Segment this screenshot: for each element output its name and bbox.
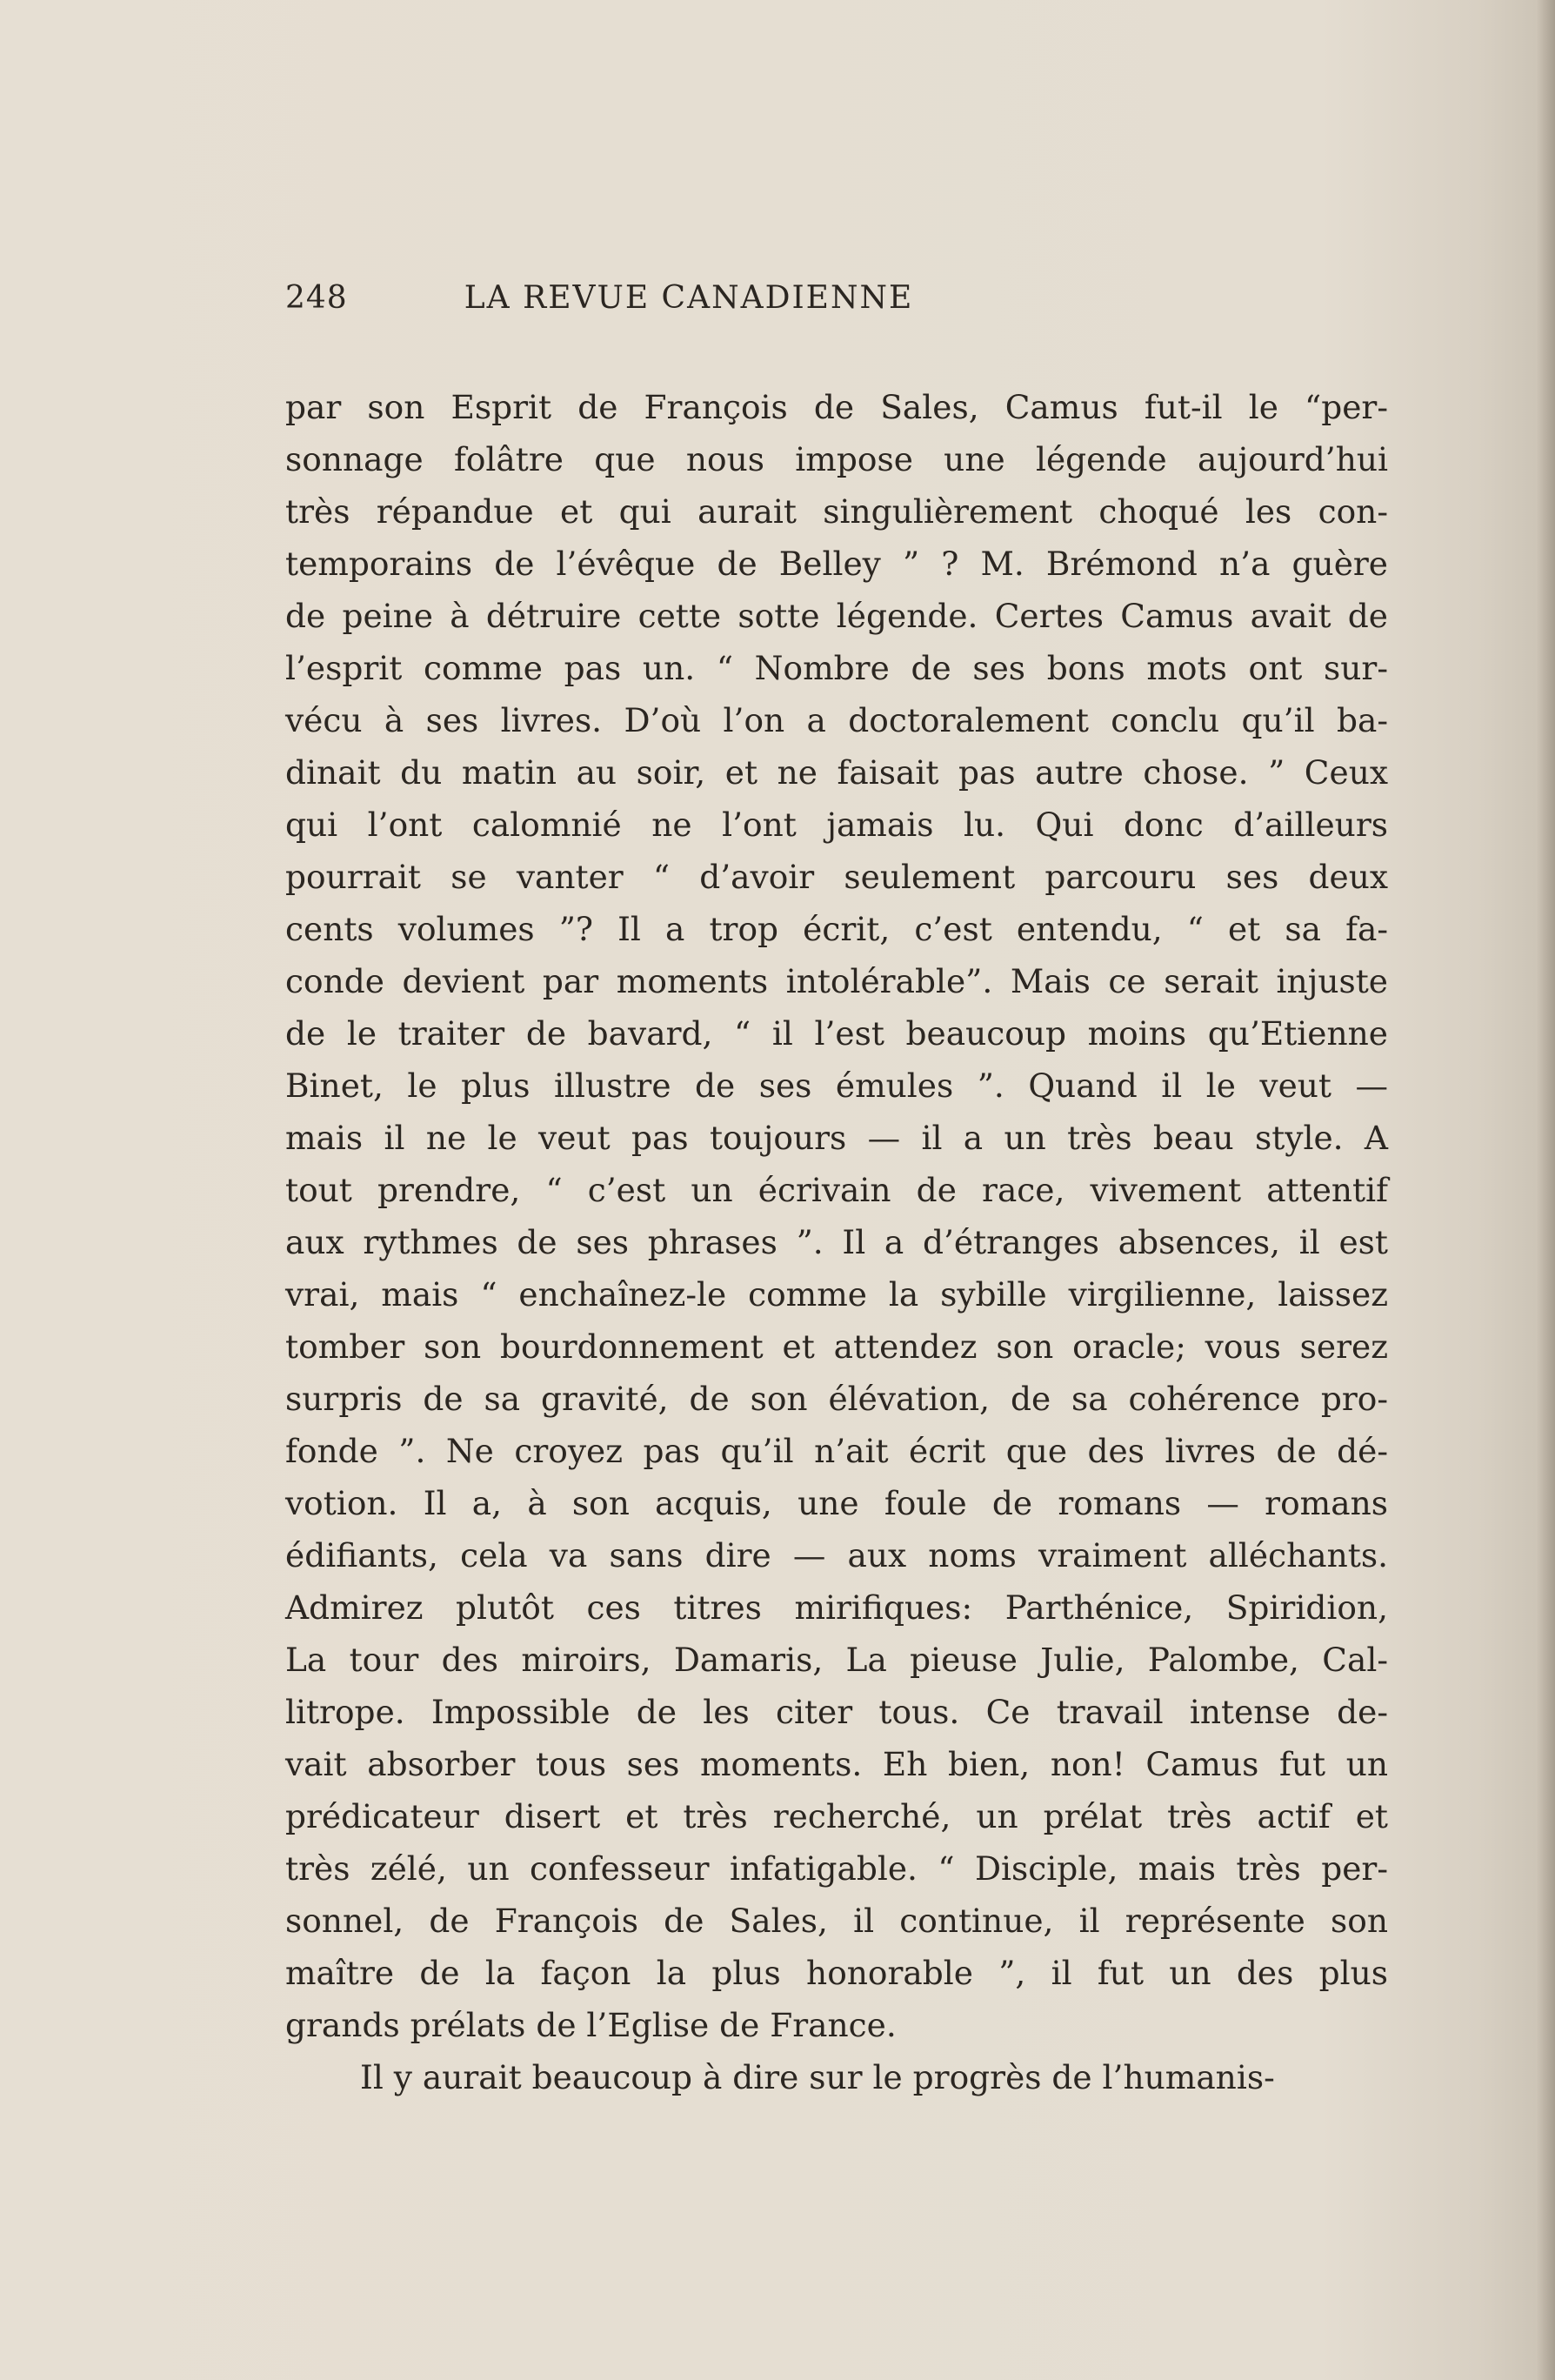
page-edge xyxy=(1536,0,1555,2380)
running-title: LA REVUE CANADIENNE xyxy=(464,280,914,316)
text-line: de peine à détruire cette sotte légende. Certes Camus avait de xyxy=(285,597,1388,635)
page-header xyxy=(285,280,1092,324)
text-line: très répandue et qui aurait singulièrement choqué les con- xyxy=(285,492,1388,531)
text-line: conde devient par moments intolérable”. Mais ce serait injuste xyxy=(285,962,1388,1000)
text-line: votion. Il a, à son acquis, une foule de romans — romans xyxy=(285,1484,1388,1522)
text-line: fonde ”. Ne croyez pas qu’il n’ait écrit que des livres de dé- xyxy=(285,1432,1388,1470)
text-line: pourrait se vanter “ d’avoir seulement parcouru ses deux xyxy=(285,858,1388,896)
text-line: prédicateur disert et très recherché, un prélat très actif et xyxy=(285,1797,1388,1835)
text-line: Binet, le plus illustre de ses émules ”. Quand il le veut — xyxy=(285,1066,1388,1105)
text-line: grands prélats de l’Eglise de France. xyxy=(285,2006,897,2044)
text-line: vécu à ses livres. D’où l’on a doctoralement conclu qu’il ba- xyxy=(285,701,1388,739)
text-line: très zélé, un confesseur infatigable. “ Disciple, mais très per- xyxy=(285,1849,1388,1888)
text-line: par son Esprit de François de Sales, Camus fut-il le “per- xyxy=(285,388,1388,426)
text-line: litrope. Impossible de les citer tous. Ce travail intense de- xyxy=(285,1693,1388,1731)
text-line: dinait du matin au soir, et ne faisait pas autre chose. ” Ceux xyxy=(285,753,1388,792)
text-line: La tour des miroirs, Damaris, La pieuse Julie, Palombe, Cal- xyxy=(285,1641,1388,1679)
text-line: Il y aurait beaucoup à dire sur le progrès de l’humanis- xyxy=(360,2058,1275,2096)
text-line: vrai, mais “ enchaînez-le comme la sybille virgilienne, laissez xyxy=(285,1275,1388,1314)
text-line: temporains de l’évêque de Belley ” ? M. Brémond n’a guère xyxy=(285,545,1388,583)
text-line: mais il ne le veut pas toujours — il a un très beau style. A xyxy=(285,1119,1388,1157)
text-line: édifiants, cela va sans dire — aux noms vraiment alléchants. xyxy=(285,1536,1388,1574)
text-line: de le traiter de bavard, “ il l’est beaucoup moins qu’Etienne xyxy=(285,1014,1388,1053)
text-line: Admirez plutôt ces titres mirifiques: Parthénice, Spiridion, xyxy=(285,1588,1388,1627)
text-line: qui l’ont calomnié ne l’ont jamais lu. Qui donc d’ailleurs xyxy=(285,806,1388,844)
text-line: sonnel, de François de Sales, il continue, il représente son xyxy=(285,1902,1388,1940)
text-line: tomber son bourdonnement et attendez son oracle; vous serez xyxy=(285,1327,1388,1366)
text-line: maître de la façon la plus honorable ”, il fut un des plus xyxy=(285,1954,1388,1992)
text-line: vait absorber tous ses moments. Eh bien, non! Camus fut un xyxy=(285,1745,1388,1783)
page-number: 248 xyxy=(285,280,348,316)
text-line: surpris de sa gravité, de son élévation, de sa cohérence pro- xyxy=(285,1380,1388,1418)
text-line: sonnage folâtre que nous impose une légende aujourd’hui xyxy=(285,440,1388,478)
text-line: tout prendre, “ c’est un écrivain de race, vivement attentif xyxy=(285,1171,1388,1209)
text-line: aux rythmes de ses phrases ”. Il a d’étranges absences, il est xyxy=(285,1223,1388,1261)
text-line: l’esprit comme pas un. “ Nombre de ses bons mots ont sur- xyxy=(285,649,1388,687)
body-text xyxy=(285,381,1388,2103)
text-line: cents volumes ”? Il a trop écrit, c’est entendu, “ et sa fa- xyxy=(285,910,1388,948)
